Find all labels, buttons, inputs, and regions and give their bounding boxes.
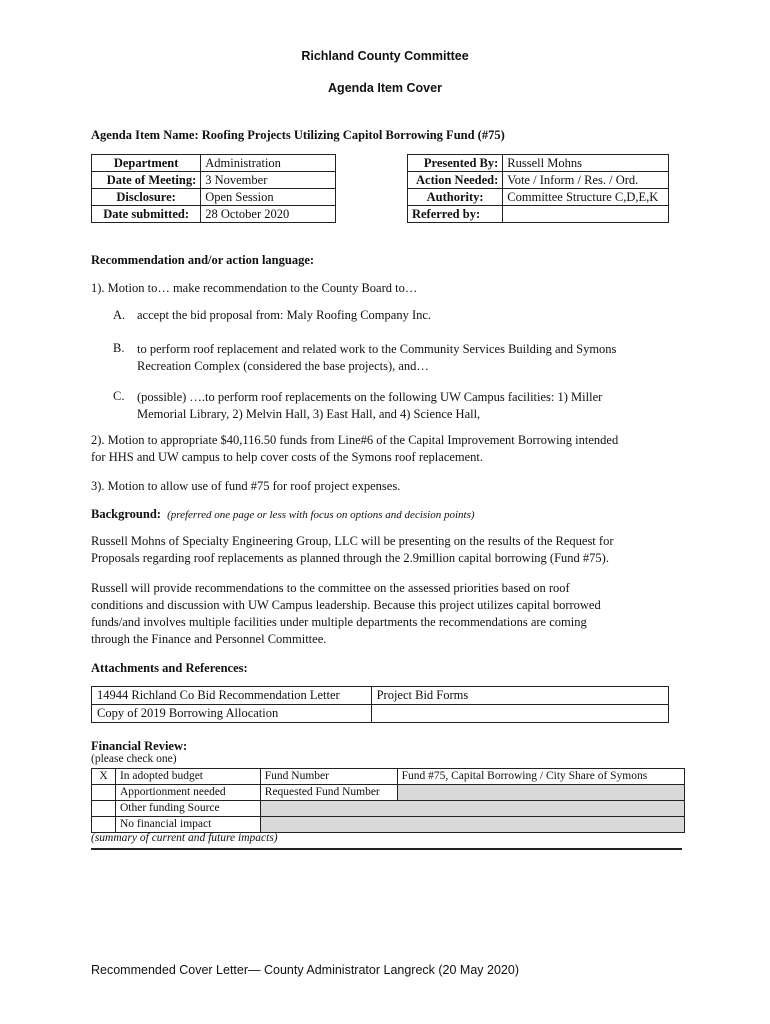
presented-by-label: Presented By: <box>407 155 502 172</box>
authority-value: Committee Structure C,D,E,K <box>503 189 669 206</box>
date-of-meeting-label: Date of Meeting: <box>92 172 201 189</box>
financial-review-table <box>91 768 685 833</box>
financial-option: Apportionment needed <box>115 785 260 801</box>
motion-2-line-2: for HHS and UW campus to help cover costs of the Symons roof replacement. <box>91 450 484 464</box>
item-b-letter: B. <box>113 341 125 355</box>
financial-field-label: Requested Fund Number <box>260 785 397 801</box>
financial-field-value: Fund #75, Capital Borrowing / City Share of Symons <box>397 769 684 785</box>
background-note: (preferred one page or less with focus on options and decision points) <box>167 509 475 521</box>
item-a-letter: A. <box>113 308 126 322</box>
financial-option: In adopted budget <box>115 769 260 785</box>
background-paragraph-2 <box>91 580 681 648</box>
background-heading: Background: <box>91 507 161 521</box>
motion-2-line-1: 2). Motion to appropriate $40,116.50 funds from Line#6 of the Capital Improvement Borrowing intended <box>91 433 619 447</box>
financial-check[interactable]: X <box>92 769 116 785</box>
agenda-item-name: Agenda Item Name: Roofing Projects Utilizing Capitol Borrowing Fund (#75) <box>91 128 505 142</box>
financial-field-label: Fund Number <box>260 769 397 785</box>
committee-title: Richland County Committee <box>301 49 469 63</box>
financial-field-label <box>260 817 684 833</box>
financial-row <box>92 769 685 785</box>
agenda-meta-table <box>91 154 669 223</box>
background-heading-row <box>91 506 681 524</box>
bg-para1-line-1: Russell Mohns of Specialty Engineering Group, LLC will be presenting on the results of the Request for <box>91 534 614 548</box>
motion-3: 3). Motion to allow use of fund #75 for roof project expenses. <box>91 479 401 493</box>
bg-para2-line-2: conditions and discussion with UW Campus leadership. Because this project utilizes capital borrowed <box>91 598 601 612</box>
financial-field-value <box>397 785 684 801</box>
attachments-heading: Attachments and References: <box>91 661 248 675</box>
attachment-row <box>92 705 669 723</box>
financial-row <box>92 785 685 801</box>
date-submitted-label: Date submitted: <box>92 206 201 223</box>
disclosure-value: Open Session <box>201 189 336 206</box>
department-label: Department <box>92 155 201 172</box>
date-of-meeting-value: 3 November <box>201 172 336 189</box>
meta-spacer <box>335 155 407 172</box>
attachment-cell <box>371 705 668 723</box>
item-c-text <box>137 389 682 423</box>
financial-row <box>92 817 685 833</box>
financial-review-subheading: (please check one) <box>91 753 177 765</box>
section-divider <box>91 848 682 850</box>
attachment-cell: Copy of 2019 Borrowing Allocation <box>92 705 372 723</box>
bg-para2-line-3: funds/and involves multiple facilities under multiple departments the recommendations are coming <box>91 615 587 629</box>
attachment-row <box>92 687 669 705</box>
document-title: Agenda Item Cover <box>328 81 442 95</box>
authority-label: Authority: <box>407 189 502 206</box>
referred-by-label: Referred by: <box>407 206 502 223</box>
item-b-line-1: to perform roof replacement and related work to the Community Services Building and Symons <box>137 342 617 356</box>
date-submitted-value: 28 October 2020 <box>201 206 336 223</box>
attachments-table <box>91 686 669 723</box>
referred-by-value <box>503 206 669 223</box>
action-needed-label: Action Needed: <box>407 172 502 189</box>
disclosure-label: Disclosure: <box>92 189 201 206</box>
meta-spacer <box>335 189 407 206</box>
financial-check[interactable] <box>92 817 116 833</box>
attachment-cell: Project Bid Forms <box>371 687 668 705</box>
attachment-cell: 14944 Richland Co Bid Recommendation Letter <box>92 687 372 705</box>
item-a-text: accept the bid proposal from: Maly Roofing Company Inc. <box>137 308 432 322</box>
background-paragraph-1 <box>91 533 681 567</box>
financial-row <box>92 801 685 817</box>
action-needed-value: Vote / Inform / Res. / Ord. <box>503 172 669 189</box>
recommendation-heading: Recommendation and/or action language: <box>91 253 315 267</box>
bg-para1-line-2: Proposals regarding roof replacements as planned through the 2.9million capital borrowing (Fund #75). <box>91 551 609 565</box>
financial-option: Other funding Source <box>115 801 260 817</box>
meta-spacer <box>335 172 407 189</box>
item-b-line-2: Recreation Complex (considered the base projects), and… <box>137 359 429 373</box>
presented-by-value: Russell Mohns <box>503 155 669 172</box>
financial-summary-note: (summary of current and future impacts) <box>91 832 278 844</box>
financial-option: No financial impact <box>115 817 260 833</box>
item-b-text <box>137 341 682 375</box>
motion-2 <box>91 432 681 466</box>
financial-check[interactable] <box>92 785 116 801</box>
motion-1: 1). Motion to… make recommendation to the County Board to… <box>91 281 418 295</box>
item-c-letter: C. <box>113 389 125 403</box>
bg-para2-line-4: through the Finance and Personnel Committee. <box>91 632 327 646</box>
financial-review-heading: Financial Review: <box>91 739 188 753</box>
department-value: Administration <box>201 155 336 172</box>
item-c-line-2: Memorial Library, 2) Melvin Hall, 3) East Hall, and 4) Science Hall, <box>137 407 481 421</box>
item-c-line-1: (possible) ….to perform roof replacements on the following UW Campus facilities: 1) Miller <box>137 390 603 404</box>
meta-spacer <box>335 206 407 223</box>
financial-check[interactable] <box>92 801 116 817</box>
footer-text: Recommended Cover Letter— County Administrator Langreck (20 May 2020) <box>91 963 519 977</box>
bg-para2-line-1: Russell will provide recommendations to the committee on the assessed priorities based on roof <box>91 581 570 595</box>
financial-field-label <box>260 801 684 817</box>
